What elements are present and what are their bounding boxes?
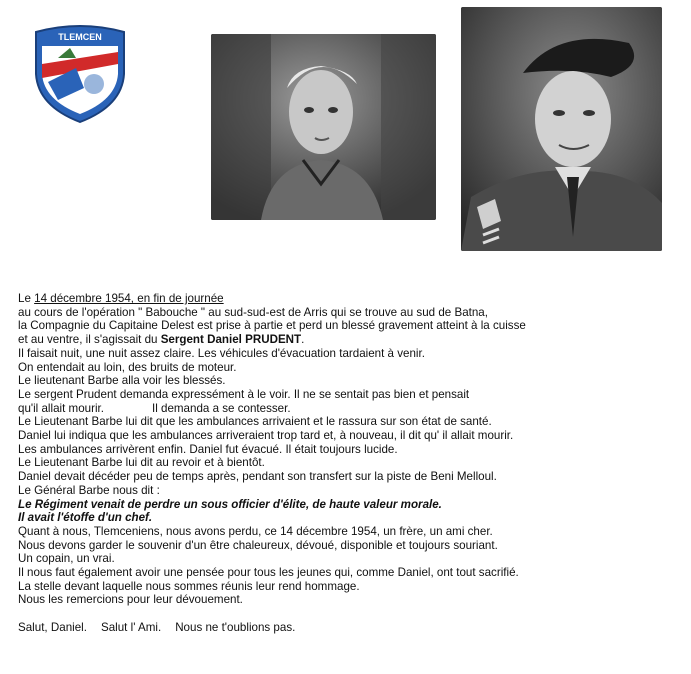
text-line-14: Le Général Barbe nous dit :	[18, 483, 160, 497]
memorial-text	[18, 292, 686, 635]
text-line-5: On entendait au loin, des bruits de moteur.	[18, 360, 237, 374]
line3-prefix: et au ventre, il s'agissait du	[18, 333, 161, 347]
text-line-7: Le sergent Prudent demanda expressément à le voir. Il ne se sentait pas bien et pensait	[18, 387, 470, 401]
text-line-18: Nous devons garder le souvenir d'un être chaleureux, dévoué, disponible et toujours souriant.	[18, 538, 498, 552]
quote-line-1: Le Régiment venait de perdre un sous officier d'élite, de haute valeur morale.	[18, 497, 442, 511]
intro-line	[18, 292, 686, 306]
photo-sergent-daniel	[461, 7, 662, 251]
text-line-3	[18, 333, 686, 347]
line8-a: qu'il allait mourir.	[18, 401, 104, 415]
text-line-2: la Compagnie du Capitaine Delest est prise à partie et perd un blessé gravement atteint à la cuisse	[18, 319, 526, 333]
intro-date: 14 décembre 1954, en fin de journée	[34, 292, 224, 305]
intro-prefix: Le	[18, 292, 35, 305]
text-line-12: Le Lieutenant Barbe lui dit au revoir et à bientôt.	[18, 456, 265, 470]
nous-ne-oublions: Nous ne t'oublions pas.	[175, 620, 296, 634]
sergent-name: Sergent Daniel PRUDENT	[160, 333, 302, 347]
text-line-4: Il faisait nuit, une nuit assez claire. Les véhicules d'évacuation tardaient à venir.	[18, 346, 425, 360]
text-line-20: Il nous faut également avoir une pensée pour tous les jeunes qui, comme Daniel, ont tout sacrifié.	[18, 566, 519, 580]
text-line-8	[18, 402, 686, 416]
salut-daniel: Salut, Daniel.	[18, 620, 87, 634]
text-line-9: Le Lieutenant Barbe lui dit que les ambulances arrivaient et le rassura sur son état de santé.	[18, 415, 492, 429]
text-line-6: Le lieutenant Barbe alla voir les blessés.	[18, 374, 226, 388]
salut-line	[18, 621, 686, 635]
text-line-21: La stelle devant laquelle nous sommes réunis leur rend hommage.	[18, 579, 360, 593]
photo-young-daniel	[211, 34, 436, 220]
text-line-22: Nous les remercions pour leur dévouement.	[18, 593, 243, 607]
line8-b: Il demanda a se contesser.	[151, 401, 291, 415]
text-line-17: Quant à nous, Tlemceniens, nous avons perdu, ce 14 décembre 1954, un frère, un ami cher.	[18, 524, 493, 538]
emblem-label: TLEMCEN	[58, 32, 102, 42]
tlemcen-shield-emblem	[28, 18, 132, 126]
text-line-19: Un copain, un vrai.	[18, 552, 115, 566]
quote-line-2: Il avait l'étoffe d'un chef.	[18, 511, 153, 525]
text-line-10: Daniel lui indiqua que les ambulances arriveraient trop tard et, à nouveau, il dit qu' il allait mourir.	[18, 429, 514, 443]
text-line-11: Les ambulances arrivèrent enfin. Daniel fut évacué. Il était toujours lucide.	[18, 442, 398, 456]
salut-ami: Salut l' Ami.	[100, 620, 162, 634]
line3-suffix: .	[301, 333, 305, 347]
text-line-13: Daniel devait décéder peu de temps après, pendant son transfert sur la piste de Beni Melloul.	[18, 470, 497, 484]
text-line-1: au cours de l'opération " Babouche " au sud-sud-est de Arris qui se trouve au sud de Batna,	[18, 305, 488, 319]
